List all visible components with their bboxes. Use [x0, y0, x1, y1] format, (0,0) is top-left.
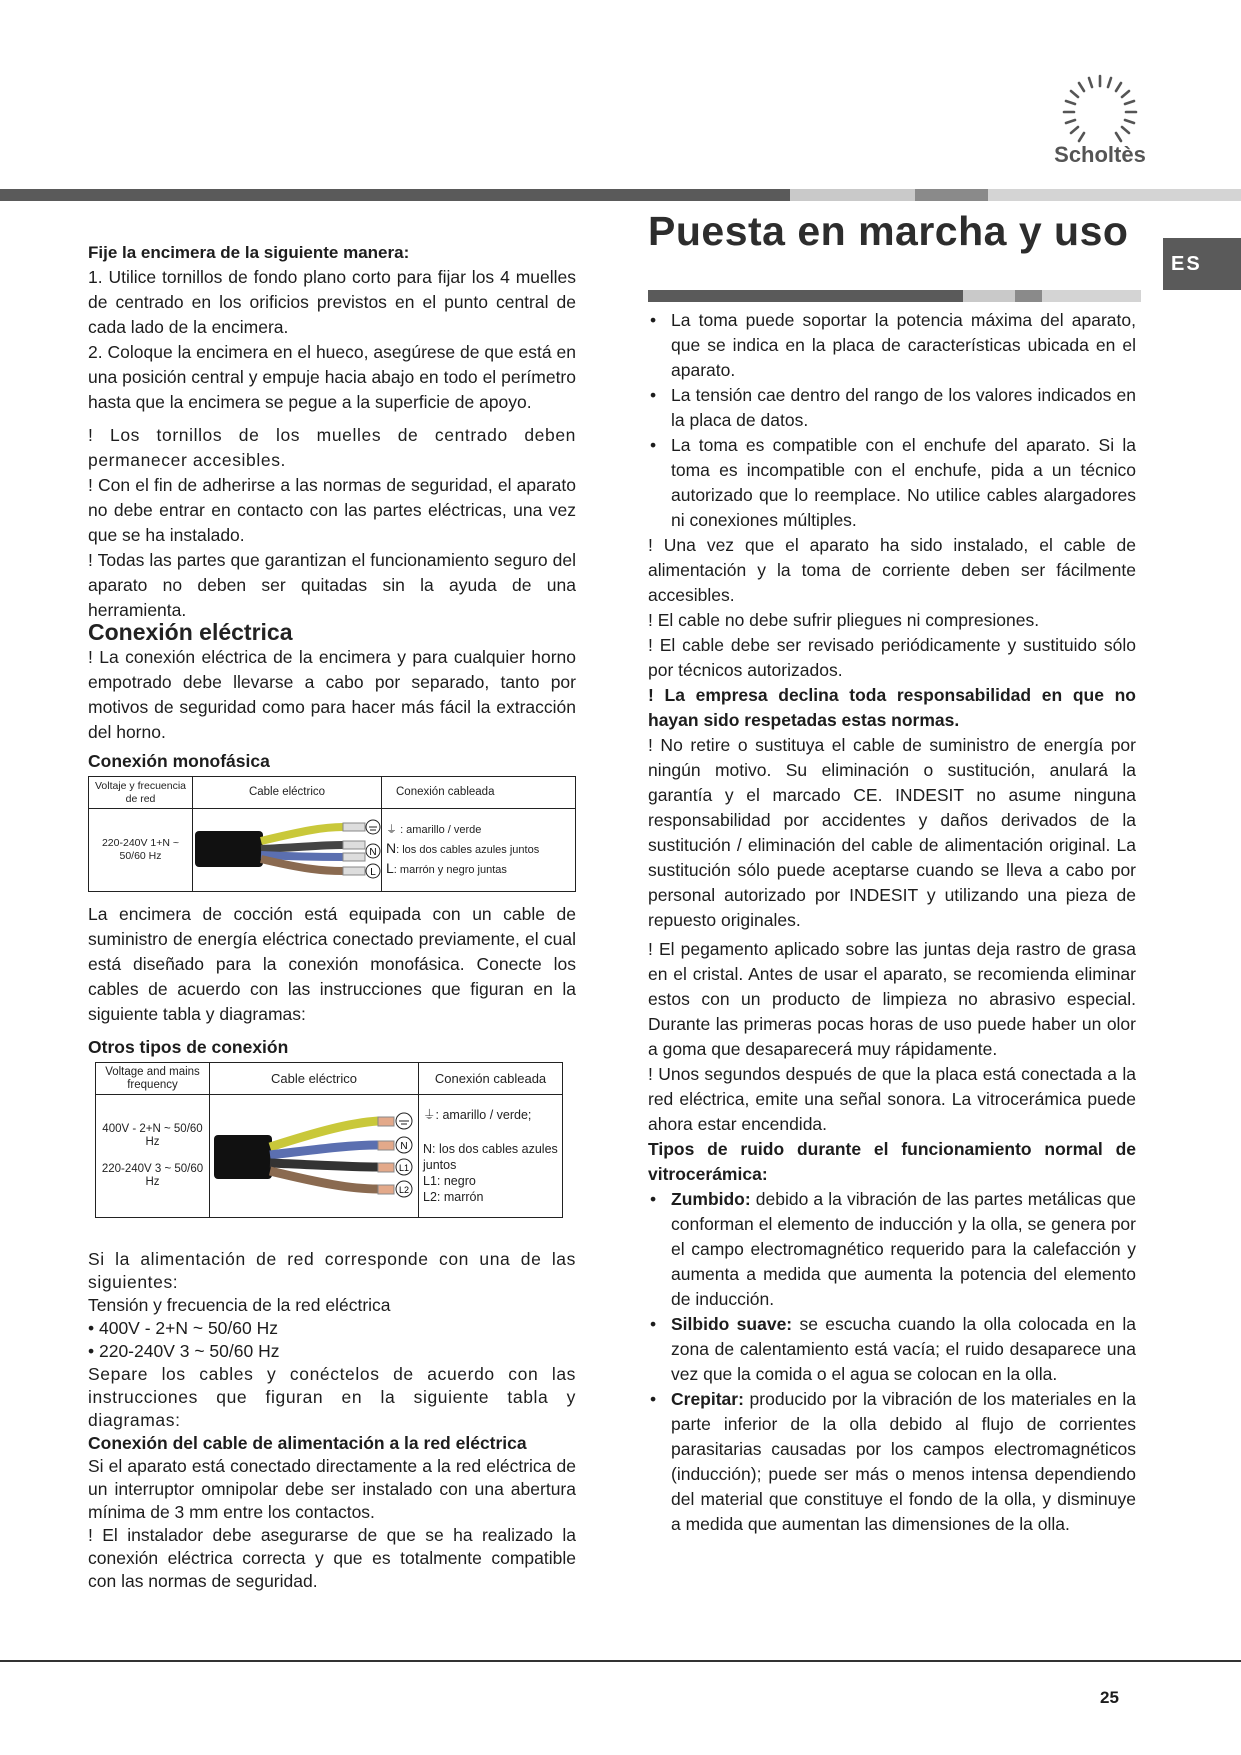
t2-conn-l1: L1: negro	[423, 1174, 476, 1188]
note-3: ! El cable debe ser revisado periódicamente y sustituido sólo por técnicos autorizados.	[648, 635, 1136, 680]
footer-divider	[0, 1660, 1241, 1662]
page-number: 25	[1100, 1688, 1119, 1707]
t1-connection	[382, 809, 576, 892]
supply-subheading: Tensión y frecuencia de la red eléctrica	[88, 1295, 391, 1315]
other-connections-heading: Otros tipos de conexión	[88, 1037, 289, 1057]
t1-conn-n: N: los dos cables azules juntos	[386, 840, 540, 856]
supply-option-1: • 400V - 2+N ~ 50/60 Hz	[88, 1318, 278, 1338]
note-2: ! El cable no debe sufrir pliegues ni compresiones.	[648, 610, 1040, 630]
t1-conn-earth: ⏚ : amarillo / verde	[386, 824, 482, 836]
t1-header-connection: Conexión cableada	[382, 777, 576, 809]
t1-header-cable: Cable eléctrico	[193, 777, 382, 809]
note-6: ! El pegamento aplicado sobre las juntas deja rastro de grasa en el cristal. Antes de usar el aparato, se recomienda eliminar estos con un producto de limpieza no abrasivo especial. Durante las primeras pocas horas de uso puede haber un olor a goma que desaparecerá muy rápidamente.	[648, 939, 1136, 1059]
earth-icon: ⏚	[423, 1108, 436, 1122]
single-phase-text: La encimera de cocción está equipada con un cable de suministro de energía eléctrica conectado previamente, el cual está diseñado para la conexión monofásica. Conecte los cables de acuerdo con las instrucciones que figuran en la siguiente tabla y diagramas:	[88, 904, 576, 1024]
warning-1: ! Los tornillos de los muelles de centrado deben permanecer accesibles.	[88, 425, 576, 470]
t2-connection	[419, 1095, 563, 1218]
t2-header-voltage: Voltage and mains frequency	[96, 1063, 210, 1095]
noise-heading: Tipos de ruido durante el funcionamiento normal de vitrocerámica:	[648, 1139, 1136, 1184]
electrical-text: ! La conexión eléctrica de la encimera y para cualquier horno empotrado debe llevarse a cabo por separado, tanto por motivos de seguridad como para hacer más fácil la extracción del horno.	[88, 647, 576, 742]
cable-connection-text: Si el aparato está conectado directamente a la red eléctrica de un interruptor omnipolar debe ser instalado con una abertura mínima de 3 mm entre los contactos.	[88, 1456, 576, 1522]
brand-name: Scholtès	[1054, 142, 1146, 167]
t2-header-cable: Cable eléctrico	[210, 1063, 419, 1095]
list-item: • Crepitar: producido por la vibración de los materiales en la parte inferior de la olla debido al flujo de corrientes parasitarias causadas por los campos electromagnéticos (inducción); puede ser más o menos intensa dependiendo del material que constituye el fondo de la olla, y disminuye a medida que aumentan las dimensiones de la olla.	[648, 1387, 1136, 1537]
note-7: ! Unos segundos después de que la placa está conectada a la red eléctrica, emite una señal sonora. La vitrocerámica puede ahora estar encendida.	[648, 1064, 1136, 1134]
installer-text: ! El instalador debe asegurarse de que se ha realizado la conexión eléctrica correcta y que es totalmente compatible con las normas de seguridad.	[88, 1525, 576, 1591]
t1-voltage: 220-240V 1+N ~ 50/60 Hz	[89, 809, 193, 892]
t2-conn-n: N: los dos cables azules juntos	[423, 1142, 558, 1172]
t2-voltage	[96, 1095, 210, 1218]
earth-icon: ⏚	[386, 824, 397, 836]
list-item: • La toma puede soportar la potencia máxima del aparato, que se indica en la placa de características ubicada en el aparato.	[648, 308, 1136, 383]
t1-terminal-l: L	[370, 867, 376, 878]
t1-cable-diagram	[193, 809, 382, 892]
page-title: Puesta en marcha y uso	[648, 208, 1129, 254]
list-item: • La tensión cae dentro del rango de los valores indicados en la placa de datos.	[648, 383, 1136, 433]
left-column	[88, 240, 576, 1593]
right-column	[648, 308, 1136, 1537]
requirements-list	[648, 308, 1136, 533]
note-1: ! Una vez que el aparato ha sido instalado, el cable de alimentación y la toma de corriente deben ser fácilmente accesibles.	[648, 535, 1136, 605]
list-item: • Zumbido: debido a la vibración de las partes metálicas que conforman el elemento de inducción y la olla, se genera por el campo electromagnético requerido para la calefacción y aumenta a medida que aumenta la potencia del elemento de inducción.	[648, 1187, 1136, 1312]
t1-header-voltage: Voltaje y frecuencia de red	[89, 777, 193, 809]
single-phase-table	[88, 776, 576, 892]
t2-voltage-2: 220-240V 3 ~ 50/60 Hz	[101, 1163, 204, 1188]
electrical-heading: Conexión eléctrica	[88, 619, 293, 645]
top-divider-bar	[0, 189, 1241, 201]
t1-terminal-n: N	[369, 847, 377, 858]
t2-cable-diagram	[210, 1095, 419, 1218]
warning-3: ! Todas las partes que garantizan el funcionamiento seguro del aparato no deben ser quitadas sin la ayuda de una herramienta.	[88, 550, 576, 620]
title-underline-bar	[648, 290, 1141, 302]
language-tab[interactable]: ES	[1163, 238, 1241, 290]
t2-conn-earth: ⏚: amarillo / verde;	[423, 1108, 532, 1122]
warning-2: ! Con el fin de adherirse a las normas de seguridad, el aparato no debe entrar en contacto con las partes eléctricas, una vez que se ha instalado.	[88, 475, 576, 545]
t2-terminal-n: N	[400, 1141, 408, 1152]
t2-terminal-l2: L2	[398, 1185, 410, 1195]
noise-list	[648, 1187, 1136, 1537]
t2-header-connection: Conexión cableada	[419, 1063, 563, 1095]
fix-heading: Fije la encimera de la siguiente manera:	[88, 243, 410, 262]
separate-text: Separe los cables y conéctelos de acuerdo con las instrucciones que figuran en la siguiente tabla y diagramas:	[88, 1364, 576, 1430]
cable-diagram-icon	[210, 1095, 415, 1213]
single-phase-heading: Conexión monofásica	[88, 751, 270, 771]
cable-diagram-icon	[193, 809, 381, 887]
note-5: ! No retire o sustituya el cable de suministro de energía por ningún motivo. Su eliminación o sustitución, anulará la garantía y el marcado CE. INDESIT no asume ninguna responsabilidad por accidentes y daños derivados de la sustitución / eliminación del cable de alimentación original. La sustitución sólo puede aceptarse cuando se lleva a cabo por personal autorizado por INDESIT y utilizando una pieza de repuesto originales.	[648, 735, 1136, 930]
supply-option-2: • 220-240V 3 ~ 50/60 Hz	[88, 1341, 280, 1361]
list-item: • Silbido suave: se escucha cuando la olla colocada en la zona de calentamiento está vacía; el ruido desaparece una vez que la comida o el agua se colocan en la olla.	[648, 1312, 1136, 1387]
supply-text: Si la alimentación de red corresponde con una de las siguientes:	[88, 1249, 576, 1292]
cable-connection-heading: Conexión del cable de alimentación a la red eléctrica	[88, 1433, 527, 1453]
other-connections-table	[95, 1062, 563, 1218]
step-1: 1. Utilice tornillos de fondo plano corto para fijar los 4 muelles de centrado en los orificios previstos en el punto central de cada lado de la encimera.	[88, 267, 576, 337]
t2-terminal-l1: L1	[398, 1163, 410, 1173]
note-4: ! La empresa declina toda responsabilidad en que no hayan sido respetadas estas normas.	[648, 685, 1136, 730]
step-2: 2. Coloque la encimera en el hueco, asegúrese de que está en una posición central y empuje hacia abajo en todo el perímetro hasta que la encimera se pegue a la superficie de apoyo.	[88, 342, 576, 412]
t2-voltage-1: 400V - 2+N ~ 50/60 Hz	[102, 1123, 203, 1148]
t1-conn-l: L: marrón y negro juntas	[386, 860, 507, 876]
t2-conn-l2: L2: marrón	[423, 1190, 484, 1204]
list-item: • La toma es compatible con el enchufe del aparato. Si la toma es incompatible con el enchufe, pida a un técnico autorizado que lo reemplace. No utilice cables alargadores ni conexiones múltiples.	[648, 433, 1136, 533]
